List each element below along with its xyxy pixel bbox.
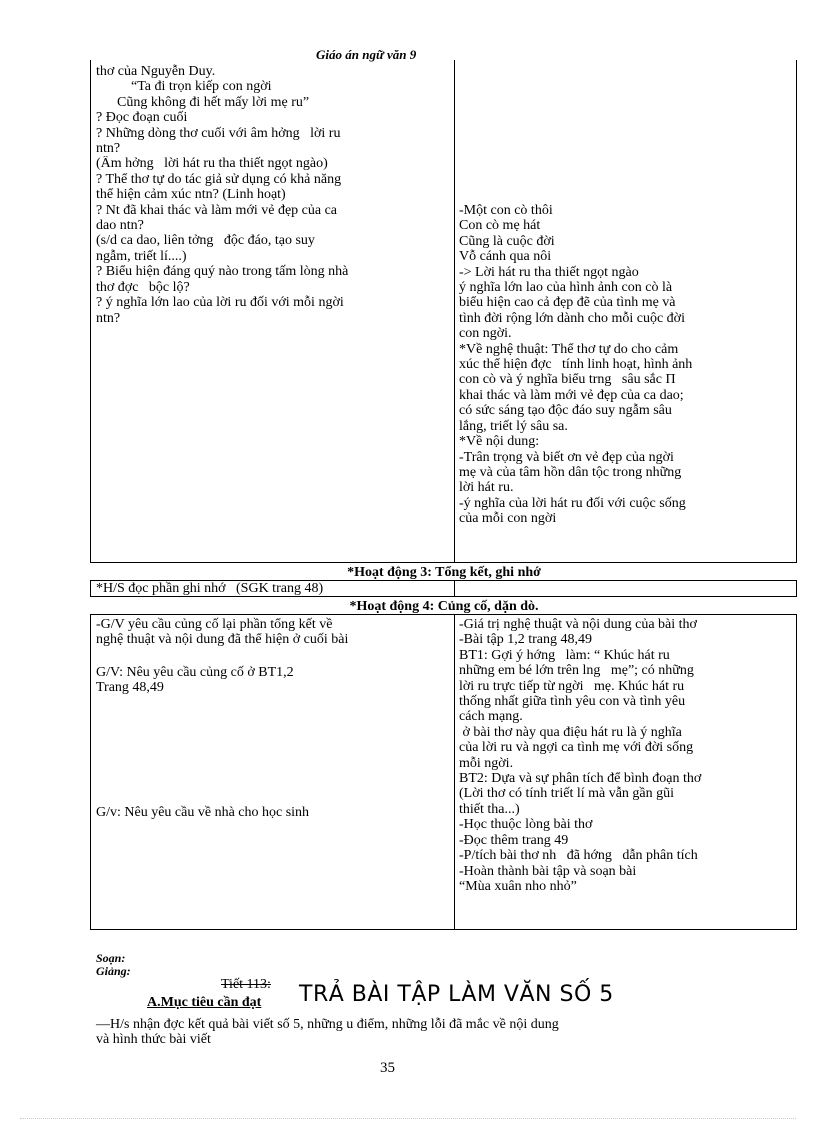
table2-left-border (90, 614, 91, 930)
activity4-right-line: BT2: Dựa và sự phân tích để bình đoạn thơ (459, 771, 702, 787)
activity4-right-line: -Đọc thêm trang 49 (459, 832, 569, 848)
table2-middle-border (454, 614, 455, 930)
activity4-right-line: cách mạng. (459, 709, 523, 725)
table1-left-line: (Âm hởng lời hát ru tha thiết ngọt ngào) (96, 156, 328, 172)
table1-right-line: con ngời. (459, 326, 512, 342)
table1-right-line: *Về nội dung: (459, 434, 540, 450)
lesson-title: TRẢ BÀI TẬP LÀM VĂN SỐ 5 (299, 982, 614, 1007)
table1-right-line: Cũng là cuộc đời (459, 233, 555, 249)
activity4-right-line: -Hoàn thành bài tập và soạn bài (459, 863, 637, 879)
activity4-heading: *Hoạt động 4: Củng cố, dặn dò. (349, 599, 539, 614)
running-header: Giáo án ngữ văn 9 (316, 47, 417, 62)
table1-middle-border (454, 60, 455, 563)
activity4-left-line: Trang 48,49 (96, 680, 164, 696)
lesson-number: Tiết 113: (221, 977, 271, 992)
objective-line-2: và hình thức bài viết (96, 1032, 211, 1047)
table1-right-line: mẹ và của tâm hồn dân tộc trong những (459, 464, 682, 480)
table1-left-line: ? Thể thơ tự do tác giả sử dụng có khả năng (96, 171, 342, 187)
table1-left-line: ntn? (96, 141, 121, 157)
objective-line-1: —H/s nhận đợc kết quả bài viết số 5, những u điểm, những lỗi đã mắc về nội dung (96, 1017, 559, 1032)
table1-bottom-border (90, 562, 797, 563)
activity4-left-line: nghệ thuật và nội dung đã thể hiện ở cuối bài (96, 632, 349, 648)
table1-left-line: (s/d ca dao, liên tởng độc đáo, tạo suy (96, 233, 315, 249)
table1-left-line: thơ của Nguyễn Duy. (96, 64, 216, 79)
activity4-right-line: ở bài thơ này qua điệu hát ru là ý nghĩa (459, 724, 682, 740)
table1-right-line: xúc thể hiện đợc tính linh hoạt, hình ảnh (459, 357, 693, 373)
activity4-right-line: lời ru trực tiếp từ ngời mẹ. Khúc hát ru (459, 678, 685, 694)
activity4-left-line: -G/V yêu cầu củng cố lại phần tổng kết về (96, 617, 333, 632)
activity4-right-line: -Học thuộc lòng bài thơ (459, 817, 593, 833)
table1-right-line: -Một con cò thôi (459, 203, 553, 218)
table1-right-line: -Trân trọng và biết ơn vẻ đẹp của ngời (459, 449, 674, 465)
table1-right-line: ý nghĩa lớn lao của hình ảnh con cò là (459, 280, 673, 296)
page-number: 35 (380, 1060, 395, 1076)
activity4-right-line: (Lời thơ có tính triết lí mà vẫn gần gũi (459, 786, 675, 802)
table1-left-column (96, 64, 450, 326)
activity4-left-line: G/v: Nêu yêu cầu về nhà cho học sinh (96, 805, 310, 820)
activity4-right-line: “Mùa xuân nho nhỏ” (459, 878, 577, 894)
table1-right-line: có sức sáng tạo độc đáo suy ngẫm sâu (459, 403, 672, 419)
table1-right-line: của mỗi con ngời (459, 511, 557, 527)
activity4-left-block-1 (96, 617, 450, 648)
activity4-right-column (459, 617, 793, 928)
page-edge-divider (20, 1118, 796, 1119)
table1-right-line: khai thác và làm mới vẻ đẹp của ca dao; (459, 387, 684, 403)
table1-left-border (90, 60, 91, 563)
table1-right-line: biểu hiện cao cả đẹp đẽ của tình mẹ và (459, 295, 676, 311)
activity3-heading: *Hoạt động 3: Tổng kết, ghi nhớ (347, 565, 541, 580)
table1-left-line: ? Đọc đoạn cuối (96, 110, 188, 126)
activity3-middle-border (454, 580, 455, 597)
table2-top-border (90, 614, 797, 615)
table1-right-column (459, 203, 793, 561)
table1-left-line: thơ đợc bộc lộ? (96, 279, 190, 295)
activity3-note (96, 581, 450, 596)
activity4-right-line: thống nhất giữa tình yêu con và tình yêu (459, 694, 686, 710)
table2-right-border (796, 614, 797, 930)
activity4-left-block-2 (96, 665, 450, 696)
table1-right-border (796, 60, 797, 563)
table1-right-line: lời hát ru. (459, 480, 514, 496)
table1-left-line: “Ta đi trọn kiếp con ngời (96, 79, 272, 95)
table2-bottom-border (90, 929, 797, 930)
table1-right-line: tình đời rộng lớn dành cho mỗi cuộc đời (459, 310, 685, 326)
table1-right-line: Vỗ cánh qua nôi (459, 249, 552, 265)
table1-right-line: Con cò mẹ hát (459, 218, 541, 234)
table1-left-line: ? Những dòng thơ cuối với âm hởng lời ru (96, 125, 341, 141)
activity4-right-line: của lời ru và ngợi ca tình mẹ với đời sống (459, 740, 694, 756)
table1-left-line: Cũng không đi hết mấy lời mẹ ru” (96, 94, 310, 110)
activity3-right-border (796, 580, 797, 597)
activity4-right-line: những em bé lớn trên lng mẹ”; có những (459, 663, 694, 679)
activity4-right-line: -Bài tập 1,2 trang 48,49 (459, 632, 592, 648)
table1-right-line: -> Lời hát ru tha thiết ngọt ngào (459, 264, 639, 280)
table1-left-line: ? Nt đã khai thác và làm mới vẻ đẹp của ca (96, 202, 338, 218)
objectives-heading: A.Mục tiêu cần đạt (147, 995, 262, 1010)
table1-left-line: ? ý nghĩa lớn lao của lời ru đối với mỗi ngời (96, 295, 344, 311)
activity4-right-line: -P/tích bài thơ nh đã hớng dẫn phân tích (459, 848, 698, 864)
table1-right-line: lắng, triết lý sâu sa. (459, 418, 568, 434)
activity3-note-text: *H/S đọc phần ghi nhớ (SGK trang 48) (96, 581, 324, 596)
activity4-right-line: -Giá trị nghệ thuật và nội dung của bài thơ (459, 617, 697, 632)
table1-left-line: ntn? (96, 310, 121, 326)
table1-left-line: thể hiện cảm xúc ntn? (Linh hoạt) (96, 187, 286, 203)
giang-label: Giảng: (96, 964, 131, 978)
activity4-right-line: mỗi ngời. (459, 755, 514, 771)
activity3-left-border (90, 580, 91, 597)
table1-left-line: ngẫm, triết lí....) (96, 248, 187, 264)
table1-left-line: ? Biểu hiện đáng quý nào trong tấm lòng nhà (96, 264, 349, 280)
activity4-right-line: BT1: Gợi ý hớng làm: “ Khúc hát ru (459, 647, 670, 663)
table1-right-line: con cò và ý nghĩa biểu trng sâu sắc Π (459, 372, 676, 388)
activity4-left-block-3 (96, 805, 450, 820)
table1-right-line: -ý nghĩa của lời hát ru đối với cuộc sống (459, 495, 686, 511)
activity4-right-line: thiết tha...) (459, 801, 520, 817)
table1-right-line: *Về nghệ thuật: Thể thơ tự do cho cảm (459, 341, 679, 357)
soan-label: Soạn: (96, 951, 126, 965)
table1-left-line: dao ntn? (96, 218, 144, 234)
activity4-left-line: G/V: Nêu yêu cầu củng cố ở BT1,2 (96, 665, 294, 680)
